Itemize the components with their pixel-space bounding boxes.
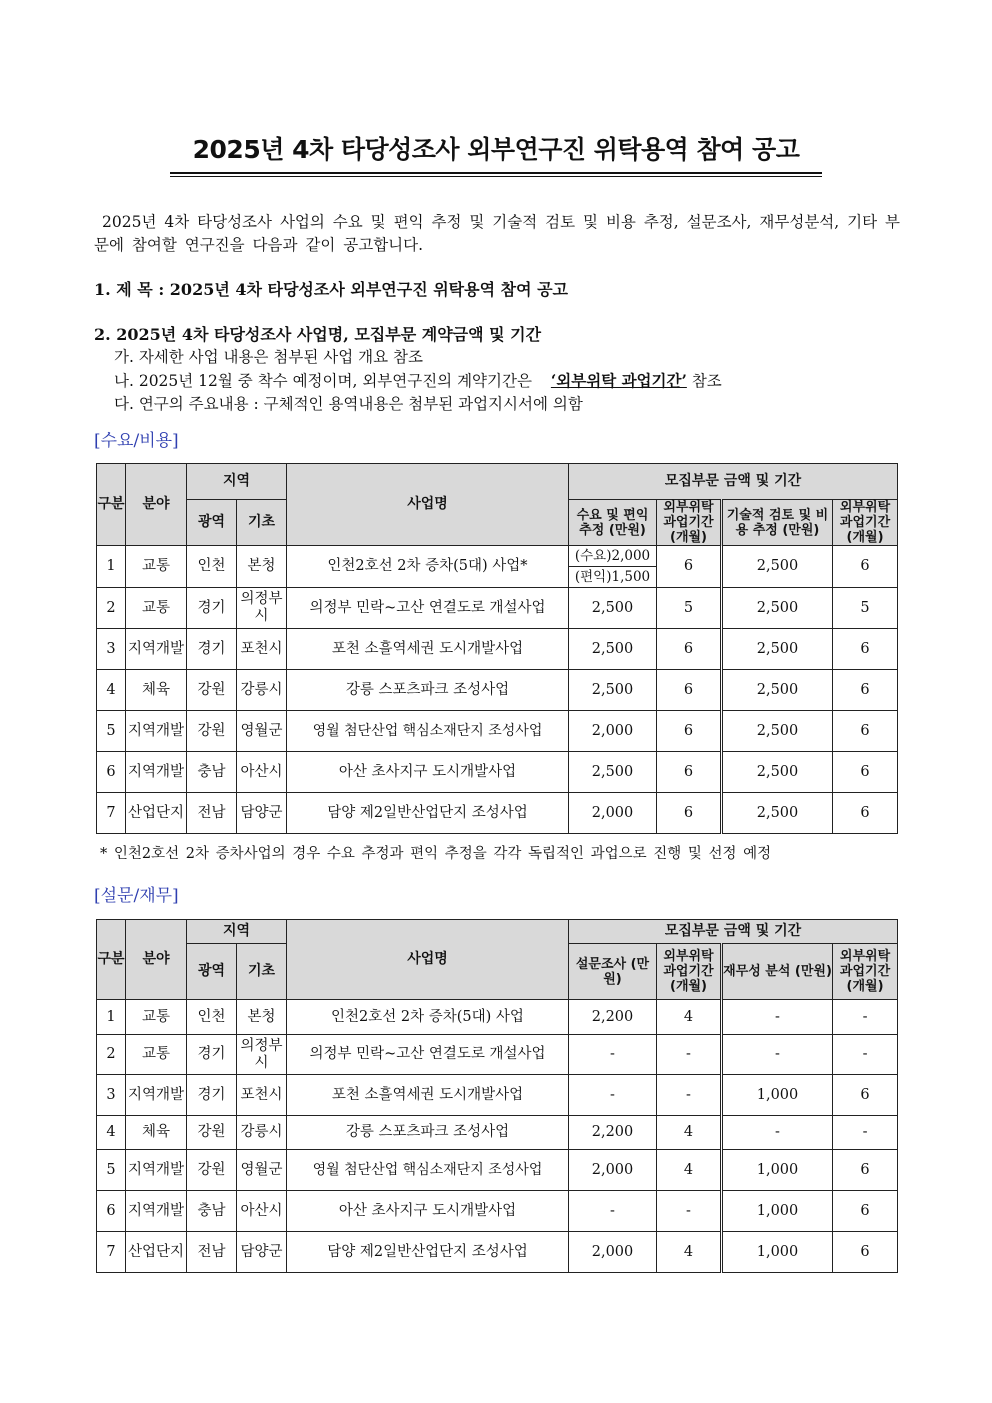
cell-wide: 충남 — [187, 1191, 237, 1232]
cell-wide: 전남 — [187, 1232, 237, 1273]
table-row — [97, 1150, 898, 1191]
header-basic: 기초 — [237, 500, 287, 546]
cell-project: 인천2호선 2차 증차(5대) 사업* — [287, 546, 569, 588]
cell-period-1: 4 — [657, 1232, 722, 1273]
cell-amount-2: 2,500 — [722, 588, 833, 629]
cell-amount-2: 1,000 — [722, 1150, 833, 1191]
cell-amount-2: - — [722, 1000, 833, 1035]
header-recruit: 모집부문 금액 및 기간 — [569, 920, 898, 944]
cell-basic: 아산시 — [237, 1191, 287, 1232]
cell-period-2: 6 — [833, 1191, 898, 1232]
cell-field: 산업단지 — [126, 1232, 187, 1273]
cell-basic: 영월군 — [237, 711, 287, 752]
table-demand-cost — [96, 463, 898, 834]
cell-wide: 경기 — [187, 629, 237, 670]
header-c2: 외부위탁 과업기간 (개월) — [657, 944, 722, 1000]
cell-period-1: 6 — [657, 711, 722, 752]
page-title: 2025년 4차 타당성조사 외부연구진 위탁용역 참여 공고 — [192, 135, 800, 164]
title-underline-thin — [170, 176, 822, 177]
cell-amount-1: 2,200 — [569, 1000, 657, 1035]
table-survey-finance — [96, 919, 898, 1273]
cell-basic: 강릉시 — [237, 670, 287, 711]
section-2-heading: 2. 2025년 4차 타당성조사 사업명, 모집부문 계약금액 및 기간 — [94, 325, 542, 344]
table-2-label: [설문/재무] — [94, 886, 179, 906]
cell-no: 2 — [97, 588, 126, 629]
cell-basic: 담양군 — [237, 793, 287, 834]
header-project: 사업명 — [287, 464, 569, 546]
cell-period-1: 4 — [657, 1000, 722, 1035]
cell-period-2: 6 — [833, 546, 898, 588]
title-underline — [170, 172, 822, 174]
table-row — [97, 711, 898, 752]
cell-no: 1 — [97, 1000, 126, 1035]
cell-no: 4 — [97, 670, 126, 711]
cell-no: 4 — [97, 1116, 126, 1150]
cell-wide: 충남 — [187, 752, 237, 793]
table-row — [97, 793, 898, 834]
table-1-label: [수요/비용] — [94, 431, 179, 451]
cell-project: 의정부 민락~고산 연결도로 개설사업 — [287, 588, 569, 629]
header-basic: 기초 — [237, 944, 287, 1000]
title-block — [170, 130, 822, 177]
cell-wide: 경기 — [187, 588, 237, 629]
cell-period-1: 6 — [657, 629, 722, 670]
cell-period-2: 6 — [833, 1232, 898, 1273]
table-row — [97, 629, 898, 670]
cell-period-2: 6 — [833, 1150, 898, 1191]
cell-wide: 경기 — [187, 1075, 237, 1116]
cell-wide: 강원 — [187, 670, 237, 711]
cell-basic: 의정부시 — [237, 1035, 287, 1075]
item-b-quote: ‘외부위탁 과업기간’ — [550, 371, 687, 390]
header-wide: 광역 — [187, 944, 237, 1000]
cell-field: 체육 — [126, 670, 187, 711]
section-1-heading: 1. 제 목 : 2025년 4차 타당성조사 외부연구진 위탁용역 참여 공고 — [94, 280, 569, 299]
cell-no: 6 — [97, 1191, 126, 1232]
cell-project: 아산 초사지구 도시개발사업 — [287, 752, 569, 793]
cell-amount-1: 2,500 — [569, 588, 657, 629]
cell-amount-2: 1,000 — [722, 1075, 833, 1116]
cell-period-2: 6 — [833, 711, 898, 752]
cell-project: 포천 소흘역세권 도시개발사업 — [287, 1075, 569, 1116]
header-wide: 광역 — [187, 500, 237, 546]
cell-amount-1: 2,000 — [569, 711, 657, 752]
cell-amount-1: 2,500 — [569, 752, 657, 793]
cell-period-2: 5 — [833, 588, 898, 629]
cell-amount-split — [569, 546, 657, 588]
item-b-prefix: 나. 2025년 12월 중 착수 예정이며, 외부연구진의 계약기간은 — [114, 372, 532, 390]
cell-basic: 담양군 — [237, 1232, 287, 1273]
header-gubun: 구분 — [97, 920, 126, 1000]
cell-project: 영월 첨단산업 핵심소재단지 조성사업 — [287, 1150, 569, 1191]
cell-project: 의정부 민락~고산 연결도로 개설사업 — [287, 1035, 569, 1075]
table-row — [97, 1191, 898, 1232]
cell-period-1: - — [657, 1191, 722, 1232]
cell-wide: 전남 — [187, 793, 237, 834]
cell-amount-1: 2,000 — [569, 793, 657, 834]
cell-project: 인천2호선 2차 증차(5대) 사업 — [287, 1000, 569, 1035]
cell-basic: 포천시 — [237, 1075, 287, 1116]
cell-no: 7 — [97, 1232, 126, 1273]
table-row — [97, 588, 898, 629]
amount-split — [569, 546, 656, 587]
cell-period-2: - — [833, 1116, 898, 1150]
table-row — [97, 752, 898, 793]
cell-wide: 강원 — [187, 1150, 237, 1191]
cell-period-2: 6 — [833, 752, 898, 793]
cell-field: 지역개발 — [126, 1075, 187, 1116]
cell-amount-1: 2,000 — [569, 1232, 657, 1273]
cell-field: 교통 — [126, 1035, 187, 1075]
cell-basic: 포천시 — [237, 629, 287, 670]
cell-no: 5 — [97, 1150, 126, 1191]
header-field: 분야 — [126, 464, 187, 546]
cell-wide: 인천 — [187, 1000, 237, 1035]
cell-project: 담양 제2일반산업단지 조성사업 — [287, 1232, 569, 1273]
cell-project: 강릉 스포츠파크 조성사업 — [287, 670, 569, 711]
header-c3: 재무성 분석 (만원) — [722, 944, 833, 1000]
cell-no: 2 — [97, 1035, 126, 1075]
section-2 — [94, 323, 900, 416]
cell-period-1: 6 — [657, 752, 722, 793]
cell-field: 지역개발 — [126, 1191, 187, 1232]
cell-field: 지역개발 — [126, 1150, 187, 1191]
cell-basic: 영월군 — [237, 1150, 287, 1191]
header-field: 분야 — [126, 920, 187, 1000]
cell-amount-1: - — [569, 1075, 657, 1116]
section-2-item-a: 가. 자세한 사업 내용은 첨부된 사업 개요 참조 — [114, 348, 423, 366]
cell-wide: 인천 — [187, 546, 237, 588]
cell-amount-demand: (수요)2,000 — [569, 546, 656, 567]
cell-period-2: 6 — [833, 670, 898, 711]
cell-period-2: - — [833, 1035, 898, 1075]
cell-field: 지역개발 — [126, 711, 187, 752]
cell-period-2: - — [833, 1000, 898, 1035]
cell-basic: 본청 — [237, 546, 287, 588]
cell-amount-1: - — [569, 1191, 657, 1232]
table-row — [97, 1116, 898, 1150]
cell-project: 강릉 스포츠파크 조성사업 — [287, 1116, 569, 1150]
cell-amount-2: 2,500 — [722, 546, 833, 588]
header-region: 지역 — [187, 920, 287, 944]
cell-period-1: 4 — [657, 1150, 722, 1191]
cell-project: 아산 초사지구 도시개발사업 — [287, 1191, 569, 1232]
cell-period-1: - — [657, 1035, 722, 1075]
header-region: 지역 — [187, 464, 287, 500]
table-row — [97, 670, 898, 711]
cell-period-1: 4 — [657, 1116, 722, 1150]
cell-field: 교통 — [126, 546, 187, 588]
cell-amount-1: 2,500 — [569, 629, 657, 670]
cell-basic: 아산시 — [237, 752, 287, 793]
header-c2: 외부위탁 과업기간 (개월) — [657, 500, 722, 546]
cell-amount-2: 2,500 — [722, 793, 833, 834]
header-c1: 설문조사 (만원) — [569, 944, 657, 1000]
header-c4: 외부위탁 과업기간 (개월) — [833, 944, 898, 1000]
cell-project: 포천 소흘역세권 도시개발사업 — [287, 629, 569, 670]
cell-project: 영월 첨단산업 핵심소재단지 조성사업 — [287, 711, 569, 752]
cell-field: 교통 — [126, 1000, 187, 1035]
cell-no: 6 — [97, 752, 126, 793]
cell-amount-1: 2,500 — [569, 670, 657, 711]
cell-amount-2: - — [722, 1116, 833, 1150]
cell-field: 산업단지 — [126, 793, 187, 834]
table-row — [97, 546, 898, 588]
table-row — [97, 1232, 898, 1273]
cell-amount-2: 1,000 — [722, 1191, 833, 1232]
cell-amount-1: 2,000 — [569, 1150, 657, 1191]
cell-period-2: 6 — [833, 629, 898, 670]
cell-no: 5 — [97, 711, 126, 752]
table-row — [97, 1035, 898, 1075]
header-c4: 외부위탁 과업기간 (개월) — [833, 500, 898, 546]
cell-wide: 강원 — [187, 1116, 237, 1150]
header-project: 사업명 — [287, 920, 569, 1000]
cell-field: 지역개발 — [126, 629, 187, 670]
cell-no: 7 — [97, 793, 126, 834]
header-c1: 수요 및 편익 추정 (만원) — [569, 500, 657, 546]
header-recruit: 모집부문 금액 및 기간 — [569, 464, 898, 500]
header-gubun: 구분 — [97, 464, 126, 546]
cell-amount-2: 2,500 — [722, 629, 833, 670]
cell-period-2: 6 — [833, 1075, 898, 1116]
cell-amount-2: - — [722, 1035, 833, 1075]
header-c3: 기술적 검토 및 비용 추정 (만원) — [722, 500, 833, 546]
section-2-item-c: 다. 연구의 주요내용 : 구체적인 용역내용은 첨부된 과업지시서에 의함 — [114, 395, 583, 413]
cell-basic: 강릉시 — [237, 1116, 287, 1150]
cell-amount-2: 2,500 — [722, 670, 833, 711]
table-row — [97, 1000, 898, 1035]
intro-paragraph: 2025년 4차 타당성조사 사업의 수요 및 편익 추정 및 기술적 검토 및 비용 추정, 설문조사, 재무성분석, 기타 부문에 참여할 연구진을 다음과 같이 공고합니다. — [94, 213, 900, 254]
cell-period-2: 6 — [833, 793, 898, 834]
item-b-suffix: 참조 — [691, 372, 722, 390]
cell-period-1: 5 — [657, 588, 722, 629]
section-2-item-b — [94, 369, 900, 393]
cell-field: 체육 — [126, 1116, 187, 1150]
cell-wide: 경기 — [187, 1035, 237, 1075]
cell-project: 담양 제2일반산업단지 조성사업 — [287, 793, 569, 834]
cell-amount-1: 2,200 — [569, 1116, 657, 1150]
cell-no: 3 — [97, 629, 126, 670]
cell-amount-2: 2,500 — [722, 752, 833, 793]
cell-field: 지역개발 — [126, 752, 187, 793]
table-1-footnote: * 인천2호선 2차 증차사업의 경우 수요 추정과 편익 추정을 각각 독립적인 과업으로 진행 및 선정 예정 — [100, 846, 772, 862]
cell-amount-2: 2,500 — [722, 711, 833, 752]
cell-basic: 본청 — [237, 1000, 287, 1035]
cell-period-1: - — [657, 1075, 722, 1116]
cell-amount-benefit: (편익)1,500 — [574, 568, 651, 585]
cell-amount-1: - — [569, 1035, 657, 1075]
cell-no: 3 — [97, 1075, 126, 1116]
cell-basic: 의정부시 — [237, 588, 287, 629]
cell-wide: 강원 — [187, 711, 237, 752]
cell-amount-2: 1,000 — [722, 1232, 833, 1273]
cell-period-1: 6 — [657, 670, 722, 711]
cell-period-1: 6 — [657, 793, 722, 834]
cell-field: 교통 — [126, 588, 187, 629]
cell-no: 1 — [97, 546, 126, 588]
cell-period-1: 6 — [657, 546, 722, 588]
table-row — [97, 1075, 898, 1116]
